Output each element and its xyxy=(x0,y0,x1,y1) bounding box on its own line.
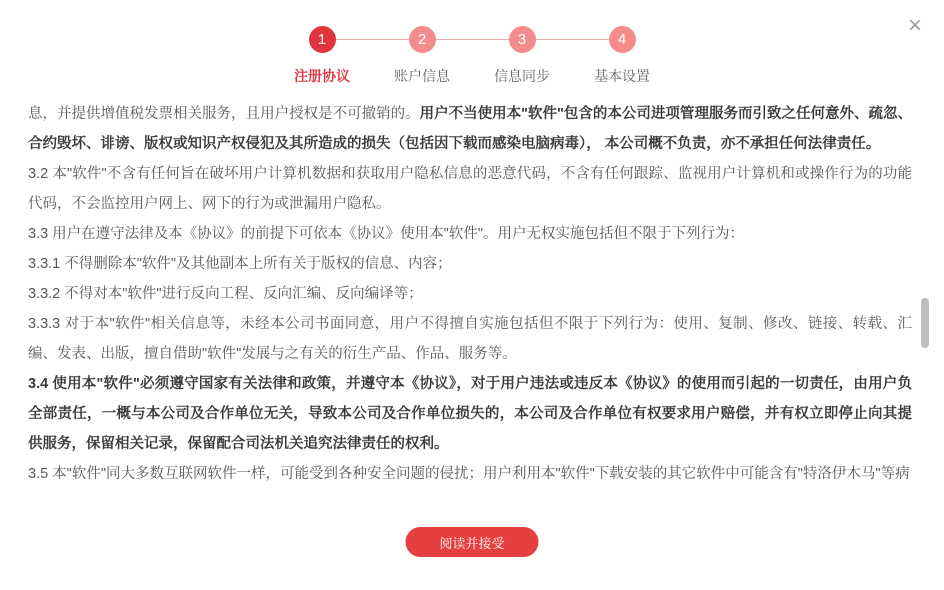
accept-button[interactable]: 阅读并接受 xyxy=(406,527,539,557)
step-basic-settings[interactable] xyxy=(594,26,650,86)
step-info-sync[interactable] xyxy=(494,26,550,86)
step-2-label: 账户信息 xyxy=(394,68,450,84)
agreement-paragraph-3-5: 3.5 本"软件"同大多数互联网软件一样，可能受到各种安全问题的侵扰；用户利用本"软件"下载安装的其它软件中可能含有"特洛伊木马"等病 xyxy=(28,466,910,482)
wizard-stepper xyxy=(0,26,944,86)
step-3-label: 信息同步 xyxy=(494,68,550,84)
agreement-paragraph-3-3-3: 3.3.3 对于本"软件"相关信息等，未经本公司书面同意，用户不得擅自实施包括但不限于下列行为：使用、复制、修改、链接、转载、汇编、发表、出版，擅自借助"软件"发展与之有关的衍生产品、作品、服务等。 xyxy=(28,316,912,362)
scrollbar-thumb[interactable] xyxy=(921,298,929,348)
agreement-paragraph-1 xyxy=(28,99,912,159)
step-register-agreement[interactable] xyxy=(294,26,350,86)
close-icon[interactable]: × xyxy=(907,12,922,39)
stepper-connector-2 xyxy=(436,39,509,40)
agreement-paragraph-1-lead: 息，并提供增值税发票相关服务，且用户授权是不可撤销的。 xyxy=(28,106,420,122)
stepper-connector-1 xyxy=(336,39,409,40)
agreement-paragraph-3-4: 3.4 使用本"软件"必须遵守国家有关法律和政策，并遵守本《协议》，对于用户违法或违反本《协议》的使用而引起的一切责任，由用户负全部责任，一概与本公司及合作单位无关，导致本公司及合作单位损失的，本公司及合作单位有权要求用户赔偿，并有权立即停止向其提供服务，保留相关记录，保留配合司法机关追究法律责任的权利。 xyxy=(28,376,912,452)
agreement-paragraph-3-3-1: 3.3.1 不得删除本"软件"及其他副本上所有关于版权的信息、内容； xyxy=(28,256,452,272)
step-account-info[interactable] xyxy=(394,26,450,86)
step-4-circle: 4 xyxy=(609,26,636,53)
step-1-label: 注册协议 xyxy=(294,68,350,84)
step-1-circle: 1 xyxy=(309,26,336,53)
step-2-circle: 2 xyxy=(409,26,436,53)
agreement-text xyxy=(28,99,912,489)
agreement-paragraph-3-3: 3.3 用户在遵守法律及本《协议》的前提下可依本《协议》使用本"软件"。用户无权实施包括但不限于下列行为： xyxy=(28,226,744,242)
agreement-paragraph-3-2: 3.2 本"软件"不含有任何旨在破坏用户计算机数据和获取用户隐私信息的恶意代码，不含有任何跟踪、监视用户计算机和或操作行为的功能代码，不会监控用户网上、网下的行为或泄漏用户隐私。 xyxy=(28,166,912,212)
step-4-label: 基本设置 xyxy=(594,68,650,84)
agreement-paragraph-1-bold: 用户不当使用本"软件"包含的本公司进项管理服务而引致之任何意外、疏忽、合约毁坏、诽谤、版权或知识产权侵犯及其所造成的损失（包括因下载而感染电脑病毒）， 本公司概不负责，亦不承担任何法律责任。 xyxy=(28,106,912,152)
step-3-circle: 3 xyxy=(509,26,536,53)
agreement-paragraph-3-3-2: 3.3.2 不得对本"软件"进行反向工程、反向汇编、反向编译等； xyxy=(28,286,423,302)
stepper-connector-3 xyxy=(536,39,609,40)
